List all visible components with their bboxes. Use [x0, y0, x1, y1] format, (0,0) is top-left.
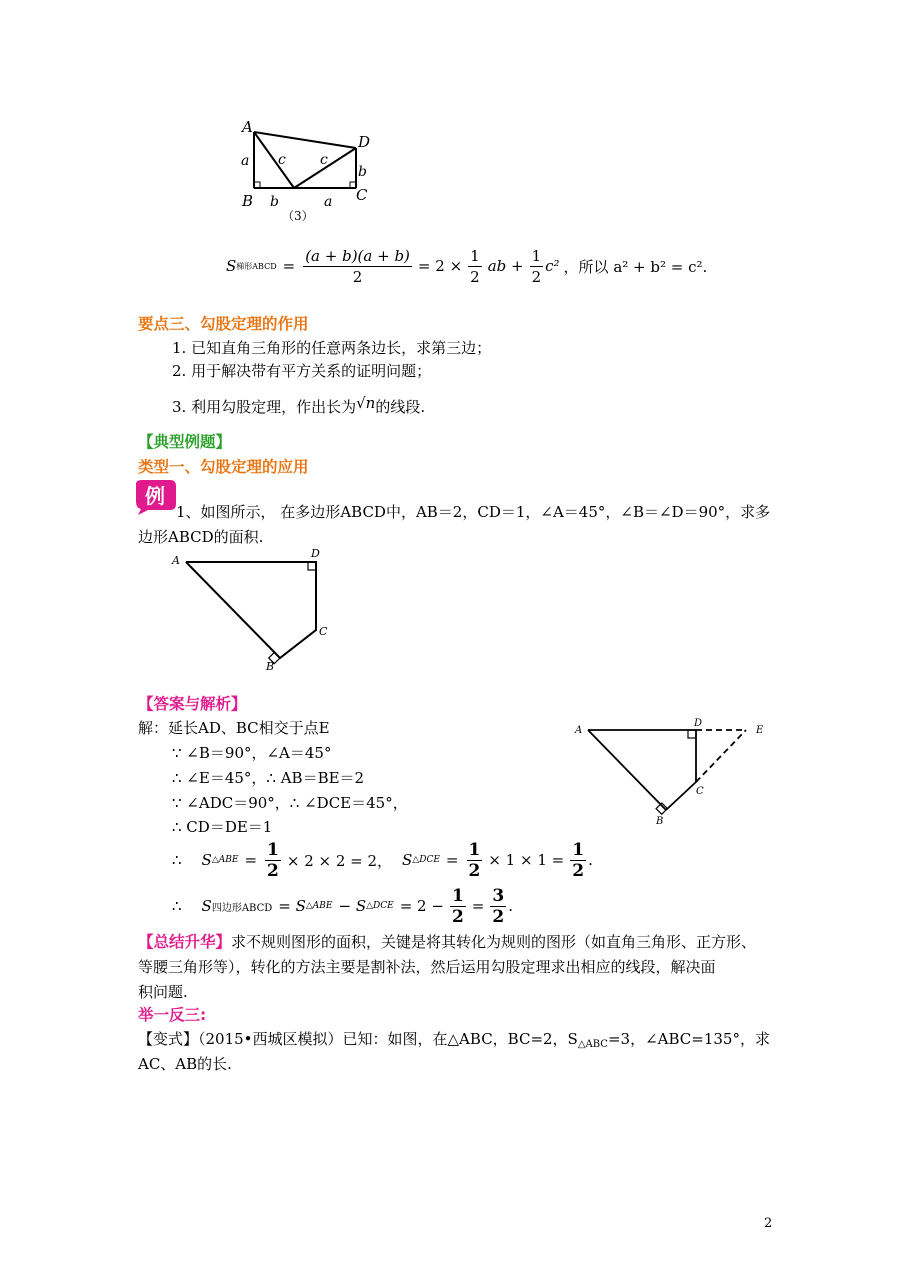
subscript-trapezoid: 梯形ABCD — [236, 261, 277, 271]
practice-heading: 举一反三: — [138, 1006, 207, 1024]
label-c-right: c — [320, 152, 328, 168]
area-triangles-line: ∴ S △ABE = $\frac{1}{2}$ × 2 × 2 = 2， S △DCE = $\frac{1}{2}$ × 1 × 1 = $\frac{1}{2}$ . — [172, 839, 593, 881]
section-heading: 要点三、勾股定理的作用 — [138, 315, 309, 333]
label-E: E — [756, 725, 764, 736]
trapezoid-area-formula: S 梯形ABCD = $\frac{(a + b)(a + b)}{2}$ = 2 × $\frac{1}{2}$ ab + $\frac{1}{2}$ c² ，所以 a² + b² = c². — [226, 246, 708, 286]
label-b-right: b — [358, 164, 367, 180]
examples-heading: 【典型例题】 — [138, 433, 232, 451]
label-B: B — [656, 816, 664, 826]
label-C: C — [356, 186, 368, 204]
solution-line: 解：延长AD、BC相交于点E — [138, 719, 330, 737]
label-c-left: c — [278, 152, 286, 168]
variant-line: AC、AB的长. — [138, 1055, 232, 1073]
solution-line: ∴ CD＝DE＝1 — [172, 818, 273, 836]
hyp-left — [254, 132, 294, 188]
extended-figure — [570, 714, 775, 826]
radical-n: √n — [356, 394, 376, 412]
label-D: D — [311, 547, 320, 560]
example-text: 1、如图所示， 在多边形ABCD中，AB＝2，CD＝1，∠A＝45°，∠B＝∠D＝90°，求多 — [176, 503, 771, 521]
label-A: A — [575, 725, 583, 736]
label-a-left: a — [241, 153, 250, 169]
answer-heading: 【答案与解析】 — [138, 695, 247, 713]
page-number: 2 — [764, 1216, 773, 1231]
label-a-bottom: a — [324, 194, 333, 210]
fraction-main: $\frac{(a + b)(a + b)}{2}$ — [305, 246, 410, 286]
summary-line: 【总结升华】求不规则图形的面积，关键是将其转化为规则的图形（如直角三角形、正方形、 — [138, 933, 757, 951]
polygon-figure — [168, 544, 338, 674]
figure-caption: （3） — [282, 209, 314, 223]
solution-line: ∴ ∠E＝45°，∴ AB＝BE＝2 — [172, 769, 365, 787]
list-item: 3. 利用勾股定理，作出长为√n的线段. — [172, 394, 426, 416]
label-D: D — [694, 718, 703, 729]
label-C: C — [696, 786, 704, 797]
area-quad-line: ∴ S 四边形ABCD = S △ABE − S △DCE = 2 − $\frac{1}{2}$ = $\frac{3}{2}$ . — [172, 885, 513, 927]
example-badge-label: 例 — [145, 484, 165, 508]
example-text: 边形ABCD的面积. — [138, 528, 264, 546]
type-heading: 类型一、勾股定理的应用 — [138, 458, 309, 476]
label-A: A — [242, 118, 253, 136]
solution-line: ∵ ∠B＝90°，∠A＝45° — [172, 744, 332, 762]
list-item: 2. 用于解决带有平方关系的证明问题； — [172, 362, 432, 380]
label-D: D — [358, 133, 371, 151]
fraction-half-1: $\frac{1}{2}$ — [470, 246, 480, 286]
summary-line: 积问题. — [138, 983, 188, 1001]
summary-label: 【总结升华】 — [138, 933, 232, 951]
summary-line: 等腰三角形等），转化的方法主要是割补法，然后运用勾股定理求出相应的线段，解决面 — [138, 958, 716, 976]
side-ad — [254, 132, 356, 148]
solution-line: ∵ ∠ADC＝90°，∴ ∠DCE＝45°， — [172, 794, 408, 812]
variant-line: 【变式】（2015•西城区模拟）已知：如图，在△ABC，BC=2，$S_{\triangle ABC}=3$，∠ABC=135°，求 — [138, 1030, 770, 1050]
trapezoid-figure — [236, 116, 376, 224]
label-B: B — [242, 192, 254, 210]
fraction-half-2: $\frac{1}{2}$ — [531, 246, 542, 286]
list-item: 1. 已知直角三角形的任意两条边长，求第三边； — [172, 339, 492, 357]
label-b-bottom: b — [270, 194, 279, 210]
label-A: A — [172, 554, 180, 567]
symbol-s: S — [226, 257, 237, 275]
label-C: C — [319, 625, 328, 638]
label-B: B — [266, 660, 275, 673]
